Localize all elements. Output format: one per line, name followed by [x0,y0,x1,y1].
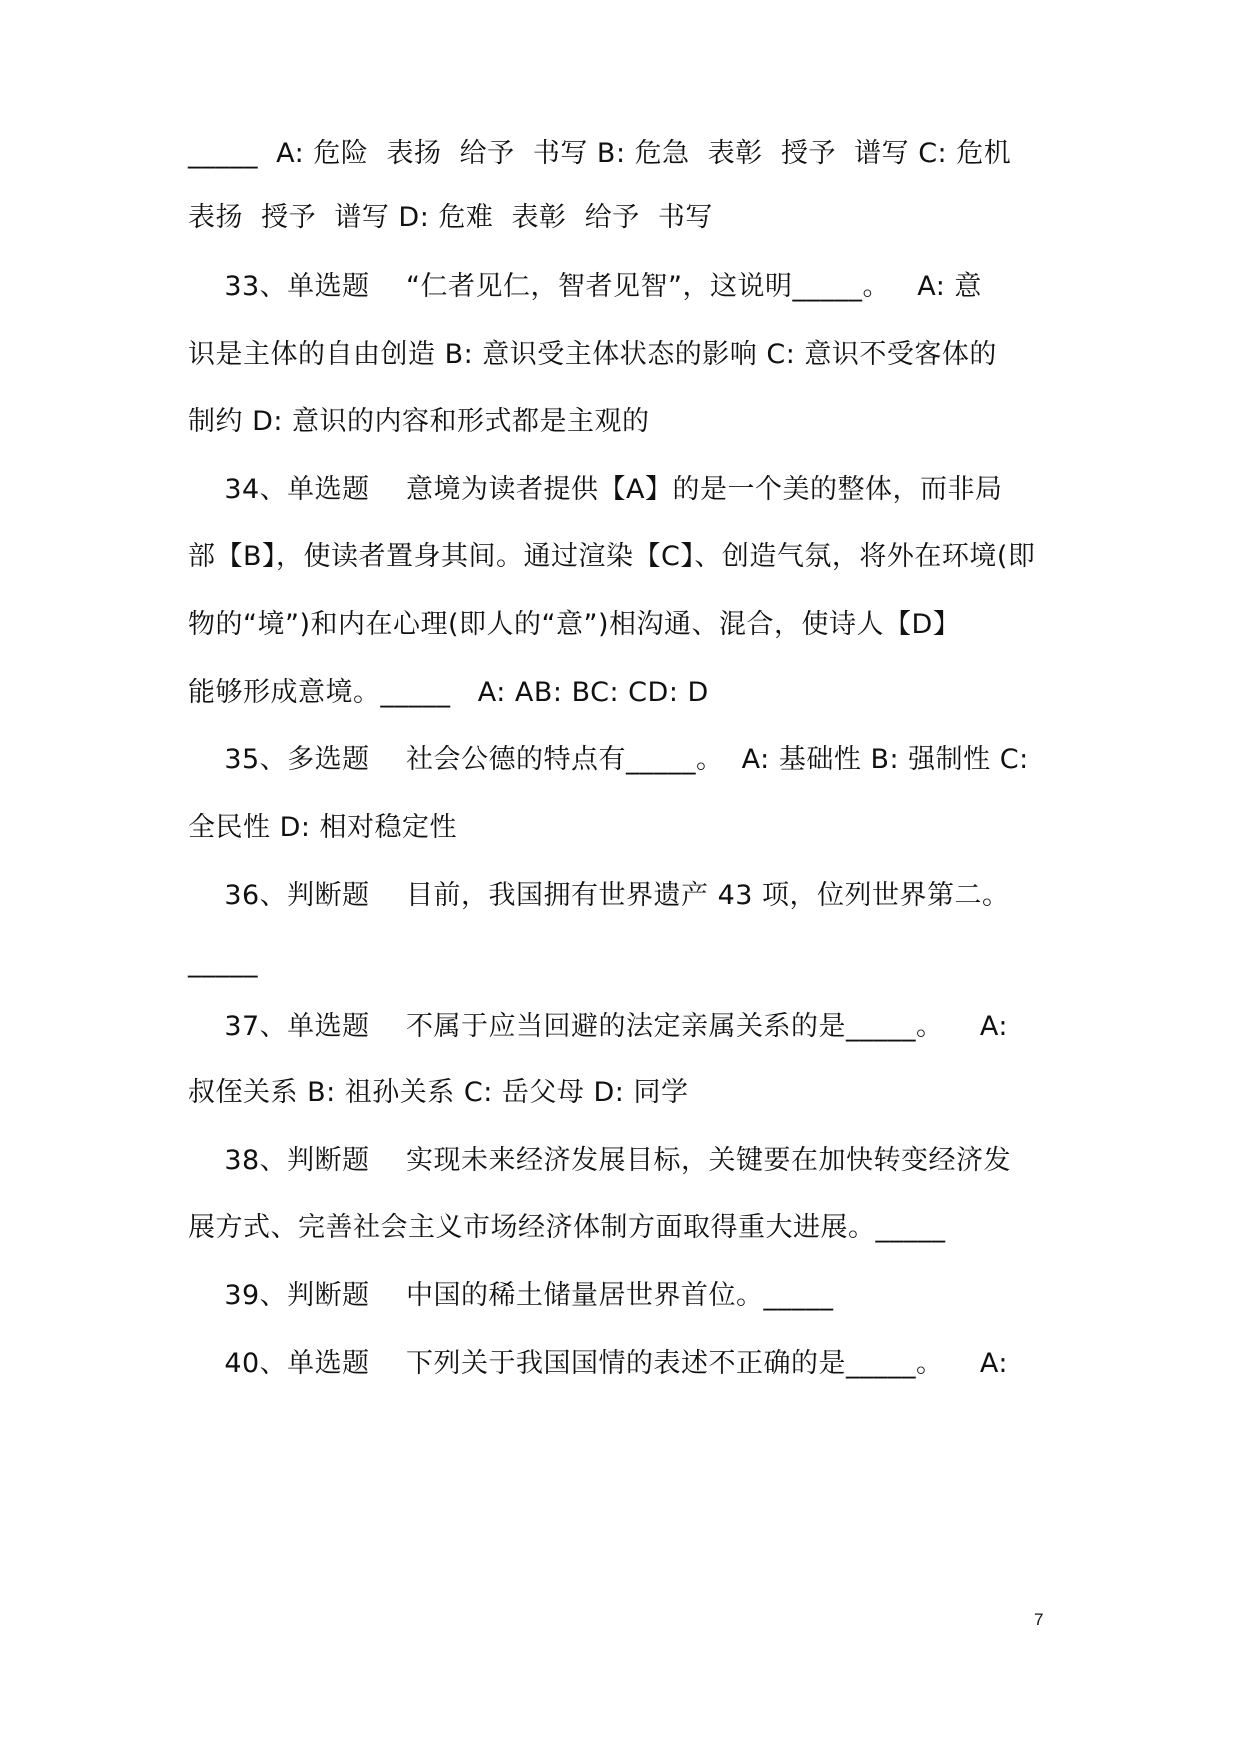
question-34: 34、单选题 意境为读者提供【A】的是一个美的整体，而非局 [188,474,1003,505]
text-line: _____ [188,947,258,978]
question-38: 38、判断题 实现未来经济发展目标，关键要在加快转变经济发 [188,1145,1012,1176]
text-line: 全民性 D: 相对稳定性 [188,812,458,843]
question-39: 39、判断题 中国的稀土储量居世界首位。_____ [188,1280,834,1311]
text-line: 表扬 授予 谱写 D: 危难 表彰 给予 书写 [188,202,713,233]
text-line: _____ A: 危险 表扬 给予 书写 B: 危急 表彰 授予 谱写 C: 危机 [188,138,1012,169]
question-33: 33、单选题 “仁者见仁，智者见智”，这说明_____。 A: 意 [188,271,982,302]
text-line: 展方式、完善社会主义市场经济体制方面取得重大进展。_____ [188,1212,946,1243]
page-number: 7 [1034,1610,1044,1629]
text-line: 制约 D: 意识的内容和形式都是主观的 [188,406,650,437]
text-line: 物的“境”)和内在心理(即人的“意”)相沟通、混合，使诗人【D】 [188,609,961,640]
text-line: 识是主体的自由创造 B: 意识受主体状态的影响 C: 意识不受客体的 [188,339,997,370]
question-37: 37、单选题 不属于应当回避的法定亲属关系的是_____。 A: [188,1011,1008,1042]
text-line: 能够形成意境。_____ A: AB: BC: CD: D [188,677,709,708]
question-40: 40、单选题 下列关于我国国情的表述不正确的是_____。 A: [188,1348,1008,1379]
text-line: 叔侄关系 B: 祖孙关系 C: 岳父母 D: 同学 [188,1077,689,1108]
question-36: 36、判断题 目前，我国拥有世界遗产 43 项，位列世界第二。 [188,880,1010,911]
question-35: 35、多选题 社会公德的特点有_____。 A: 基础性 B: 强制性 C: [188,744,1029,775]
text-line: 部【B】，使读者置身其间。通过渲染【C】、创造气氛，将外在环境(即 [188,541,1036,572]
